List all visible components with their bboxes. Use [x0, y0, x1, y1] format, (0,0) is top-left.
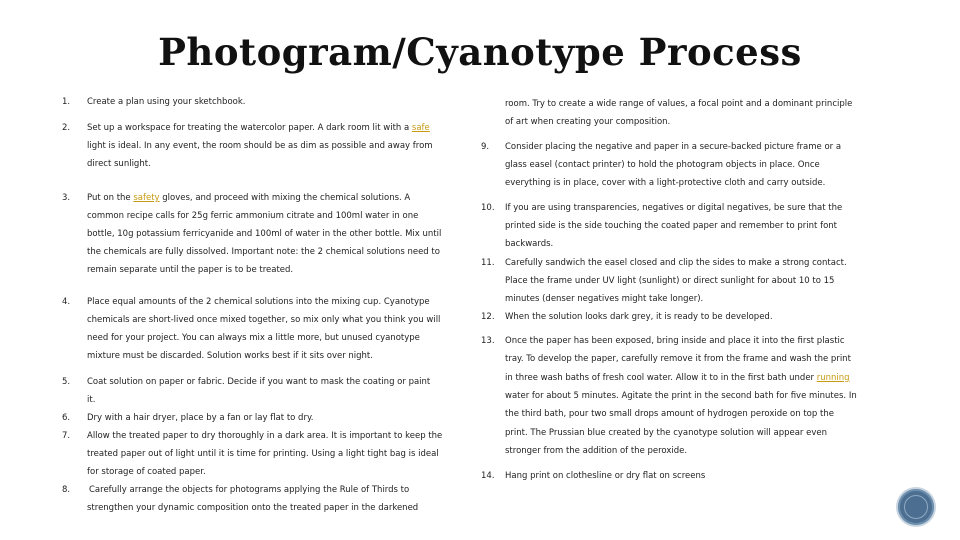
- step-6-line: Dry with a hair dryer, place by a fan or lay flat to dry.: [87, 413, 314, 423]
- step-number: 12.: [481, 312, 495, 322]
- step-number: 5.: [62, 377, 71, 387]
- step-9-line: everything is in place, cover with a light-protective cloth and carry outside.: [505, 178, 826, 188]
- running-link[interactable]: running: [816, 373, 850, 383]
- step-10-line: If you are using transparencies, negatives or digital negatives, be sure that the: [505, 203, 843, 213]
- step-3-line: common recipe calls for 25g ferric ammonium citrate and 100ml water in one: [87, 211, 419, 221]
- step-9-line: Consider placing the negative and paper in a secure-backed picture frame or a: [505, 142, 842, 152]
- step-4-line: chemicals are short-lived once mixed together, so mix only what you think you will: [87, 315, 441, 325]
- step-4-line: mixture must be discarded. Solution works best if it sits over night.: [87, 351, 373, 361]
- step-10-line: printed side is the side touching the coated paper and remember to print font: [505, 221, 837, 231]
- step-14-line: Hang print on clothesline or dry flat on screens: [505, 471, 706, 481]
- step-8-continued-line: of art when creating your composition.: [505, 117, 671, 127]
- step-13-line: tray. To develop the paper, carefully remove it from the frame and wash the print: [505, 354, 851, 364]
- step-5-line: Coat solution on paper or fabric. Decide if you want to mask the coating or paint: [87, 377, 431, 387]
- step-number: 2.: [62, 123, 71, 133]
- step-2-line: direct sunlight.: [87, 159, 151, 169]
- step-10-line: backwards.: [505, 239, 554, 249]
- step-3-line: Put on the safety gloves, and proceed with mixing the chemical solutions. A: [87, 193, 411, 203]
- step-number: 4.: [62, 297, 71, 307]
- step-number: 14.: [481, 471, 495, 481]
- step-number: 13.: [481, 336, 495, 346]
- step-2-line: light is ideal. In any event, the room should be as dim as possible and away from: [87, 141, 433, 151]
- step-3-line: the chemicals are fully dissolved. Important note: the 2 chemical solutions need to: [87, 247, 440, 257]
- step-7-line: for storage of coated paper.: [87, 467, 206, 477]
- step-12-line: When the solution looks dark grey, it is ready to be developed.: [505, 312, 773, 322]
- step-7-line: treated paper out of light until it is time for printing. Using a light tight bag is ideal: [87, 449, 439, 459]
- step-number: 10.: [481, 203, 495, 213]
- step-7-line: Allow the treated paper to dry thoroughly in a dark area. It is important to keep the: [87, 431, 443, 441]
- step-13-line: print. The Prussian blue created by the cyanotype solution will appear even: [505, 428, 827, 438]
- step-11-line: minutes (denser negatives might take longer).: [505, 294, 704, 304]
- safe-link[interactable]: safe: [411, 123, 430, 133]
- step-9-line: glass easel (contact printer) to hold the photogram objects in place. Once: [505, 160, 820, 170]
- step-number: 9.: [481, 142, 490, 152]
- step-8-continued-line: room. Try to create a wide range of values, a focal point and a dominant principle: [505, 99, 853, 109]
- step-5-line: it.: [87, 395, 96, 405]
- step-13-line: stronger from the addition of the peroxide.: [505, 446, 688, 456]
- step-8-line: strengthen your dynamic composition onto the treated paper in the darkened: [87, 503, 419, 513]
- step-4-line: Place equal amounts of the 2 chemical solutions into the mixing cup. Cyanotype: [87, 297, 430, 307]
- step-11-line: Place the frame under UV light (sunlight) or direct sunlight for about 10 to 15: [505, 276, 835, 286]
- corner-ornament-ring: [904, 495, 928, 519]
- step-13-line: in three wash baths of fresh cool water. Allow it to in the first bath under running: [505, 373, 850, 383]
- page-title: Photogram/Cyanotype Process: [158, 30, 802, 74]
- step-number: 11.: [481, 258, 495, 268]
- step-2-line: Set up a workspace for treating the watercolor paper. A dark room lit with a safe: [87, 123, 430, 133]
- step-3-line: bottle, 10g potassium ferricyanide and 100ml of water in the other bottle. Mix until: [87, 229, 442, 239]
- step-3-line: remain separate until the paper is to be treated.: [87, 265, 294, 275]
- step-number: 7.: [62, 431, 71, 441]
- step-number: 6.: [62, 413, 71, 423]
- safety-link[interactable]: safety: [133, 193, 160, 203]
- step-number: 8.: [62, 485, 71, 495]
- step-13-line: Once the paper has been exposed, bring inside and place it into the first plastic: [505, 336, 845, 346]
- step-13-line: the third bath, pour two small drops amount of hydrogen peroxide on top the: [505, 409, 834, 419]
- step-11-line: Carefully sandwich the easel closed and clip the sides to make a strong contact.: [505, 258, 847, 268]
- step-1-line: Create a plan using your sketchbook.: [87, 97, 246, 107]
- step-13-line: water for about 5 minutes. Agitate the print in the second bath for five minutes. In: [505, 391, 857, 401]
- step-number: 3.: [62, 193, 71, 203]
- step-4-line: need for your project. You can always mix a little more, but unused cyanotype: [87, 333, 420, 343]
- step-8-line: Carefully arrange the objects for photograms applying the Rule of Thirds to: [89, 485, 410, 495]
- step-number: 1.: [62, 97, 71, 107]
